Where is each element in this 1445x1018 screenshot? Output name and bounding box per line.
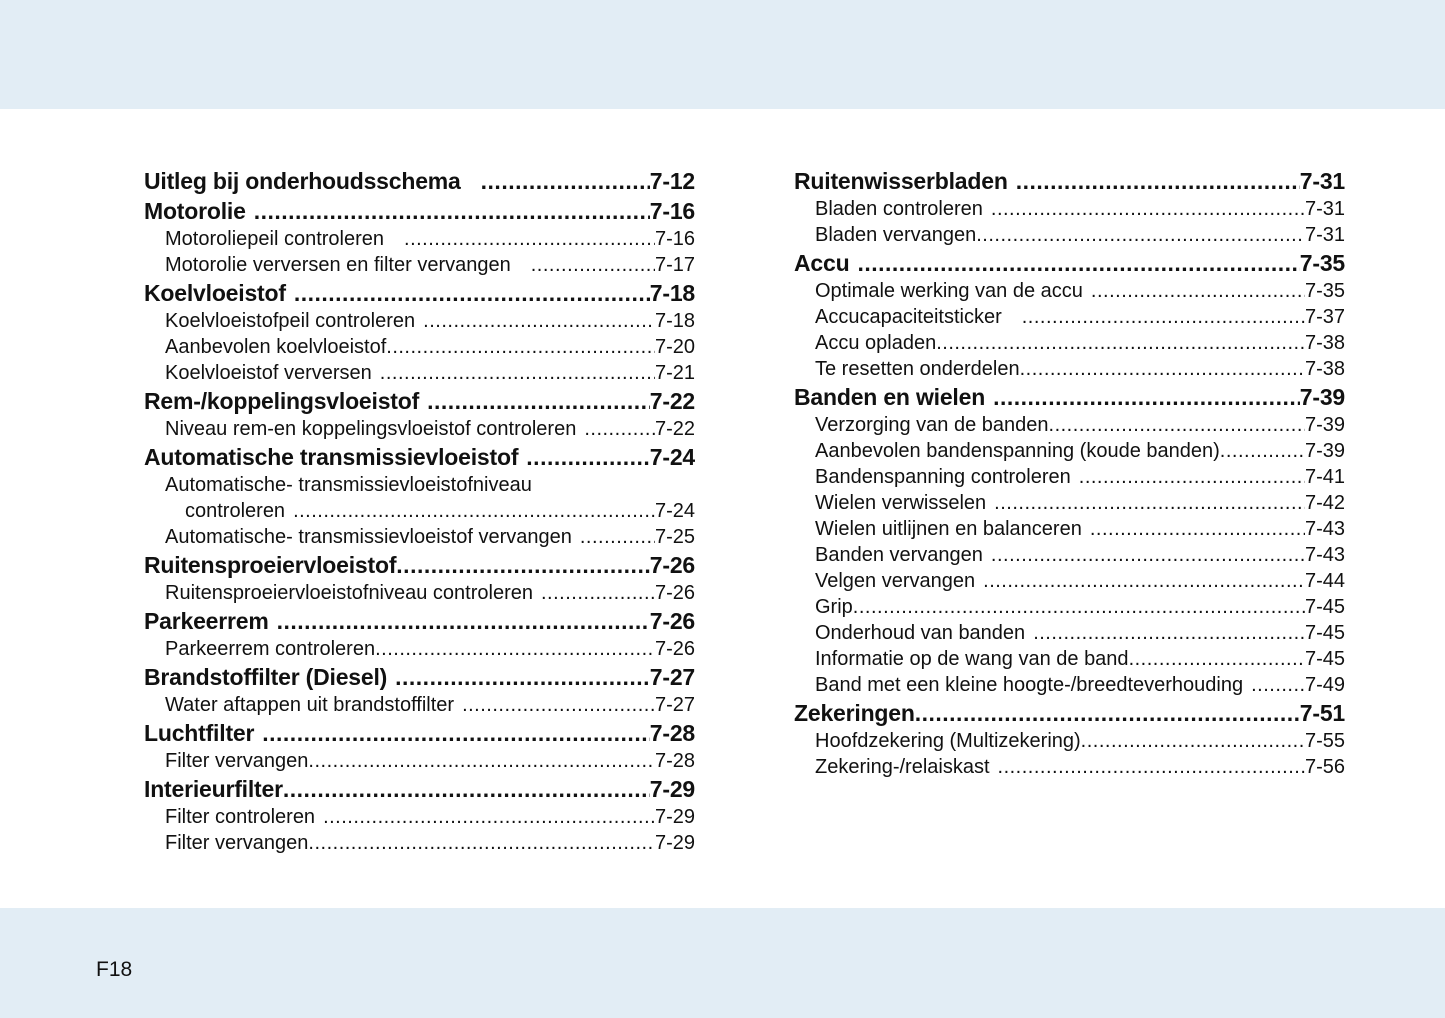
toc-subentry[interactable] <box>794 196 1345 222</box>
dot-leader <box>375 636 655 662</box>
toc-section[interactable] <box>144 278 695 308</box>
toc-subentry[interactable] <box>794 568 1345 594</box>
toc-page-ref: 7-43 <box>1304 544 1345 566</box>
toc-section[interactable] <box>794 698 1345 728</box>
dot-leader <box>1220 438 1305 464</box>
toc-subentry[interactable] <box>144 252 695 278</box>
toc-subentry-title: Ruitensproeiervloeistofniveau controleren <box>165 582 533 604</box>
toc-right-column <box>794 166 1345 780</box>
toc-page-ref: 7-45 <box>1304 596 1345 618</box>
toc-page-ref: 7-39 <box>1299 384 1345 410</box>
dot-leader <box>1090 516 1305 542</box>
toc-subentry[interactable] <box>144 416 695 442</box>
toc-subentry-title: Aanbevolen koelvloeistof <box>165 336 387 358</box>
dot-leader <box>1016 166 1300 196</box>
dot-leader <box>1079 464 1305 490</box>
toc-subentry-title: Te resetten onderdelen <box>815 358 1020 380</box>
toc-subentry-title: Koelvloeistofpeil controleren <box>165 310 416 332</box>
toc-section-title: Ruitensproeiervloeistof <box>144 552 397 578</box>
toc-section[interactable] <box>144 774 695 804</box>
toc-subentry[interactable] <box>144 524 695 550</box>
toc-section[interactable] <box>144 166 695 196</box>
toc-section-title: Accu <box>794 250 850 276</box>
toc-subentry-title: Hoofdzekering (Multizekering) <box>815 730 1081 752</box>
toc-subentry[interactable] <box>794 356 1345 382</box>
page-number: F18 <box>96 958 133 981</box>
dot-leader <box>462 692 655 718</box>
dot-leader <box>1129 646 1305 672</box>
toc-page-ref: 7-26 <box>654 582 695 604</box>
toc-subentry[interactable] <box>794 672 1345 698</box>
toc-page-ref: 7-37 <box>1304 306 1345 328</box>
toc-subentry-title: Wielen uitlijnen en balanceren <box>815 518 1082 540</box>
dot-leader <box>1020 356 1305 382</box>
toc-section-title: Motorolie <box>144 198 246 224</box>
toc-section-title: Zekeringen <box>794 700 915 726</box>
toc-subentry-title: Motoroliepeil controleren <box>165 228 385 250</box>
dot-leader <box>262 718 650 748</box>
toc-subentry[interactable] <box>794 412 1345 438</box>
toc-subentry-title: Onderhoud van banden <box>815 622 1026 644</box>
toc-page-ref: 7-51 <box>1299 700 1345 726</box>
dot-leader <box>983 568 1305 594</box>
toc-section-title: Brandstoffilter (Diesel) <box>144 664 388 690</box>
toc-subentry[interactable] <box>144 636 695 662</box>
toc-subentry-title: Koelvloeistof verversen <box>165 362 372 384</box>
toc-subentry[interactable] <box>794 278 1345 304</box>
toc-page-ref: 7-21 <box>654 362 695 384</box>
toc-page-ref: 7-26 <box>649 608 695 634</box>
toc-page-ref: 7-25 <box>654 526 695 548</box>
toc-subentry[interactable] <box>794 438 1345 464</box>
toc-section[interactable] <box>144 718 695 748</box>
toc-subentry-title: Wielen verwisselen <box>815 492 987 514</box>
toc-subentry[interactable] <box>144 804 695 830</box>
toc-subentry-title: Aanbevolen bandenspanning (koude banden) <box>815 440 1220 462</box>
dot-leader <box>1033 620 1305 646</box>
toc-subentry-title: Parkeerrem controleren <box>165 638 376 660</box>
toc-subentry[interactable] <box>794 728 1345 754</box>
toc-subentry-title: Zekering-/relaiskast <box>815 756 990 778</box>
toc-subentry[interactable] <box>144 498 695 524</box>
dot-leader <box>1022 304 1305 330</box>
toc-subentry-title: Accu opladen <box>815 332 937 354</box>
dot-leader <box>254 196 650 226</box>
toc-page-ref: 7-27 <box>649 664 695 690</box>
toc-subentry-title: Filter vervangen <box>165 750 309 772</box>
toc-subentry[interactable] <box>794 516 1345 542</box>
dot-leader <box>427 386 650 416</box>
dot-leader <box>396 550 649 580</box>
dot-leader <box>323 804 655 830</box>
toc-subentry-title: Velgen vervangen <box>815 570 976 592</box>
toc-section[interactable] <box>794 248 1345 278</box>
toc-subentry[interactable] <box>144 580 695 606</box>
dot-leader <box>423 308 655 334</box>
toc-section[interactable] <box>144 550 695 580</box>
toc-page-ref: 7-18 <box>649 280 695 306</box>
dot-leader <box>386 334 655 360</box>
toc-page-ref: 7-42 <box>1304 492 1345 514</box>
dot-leader <box>308 830 655 856</box>
toc-section[interactable] <box>144 196 695 226</box>
toc-subentry[interactable] <box>144 472 695 498</box>
toc-subentry-title: Band met een kleine hoogte-/breedteverhouding <box>815 674 1244 696</box>
toc-subentry[interactable] <box>794 542 1345 568</box>
dot-leader <box>993 382 1300 412</box>
toc-page-ref: 7-39 <box>1304 414 1345 436</box>
toc-page-ref: 7-26 <box>654 638 695 660</box>
toc-page-ref: 7-31 <box>1304 198 1345 220</box>
toc-subentry[interactable] <box>144 360 695 386</box>
toc-page-ref: 7-31 <box>1304 224 1345 246</box>
toc-subentry[interactable] <box>794 464 1345 490</box>
dot-leader <box>991 196 1305 222</box>
toc-page-ref: 7-38 <box>1304 332 1345 354</box>
dot-leader <box>380 360 655 386</box>
dot-leader <box>1251 672 1305 698</box>
dot-leader <box>580 524 655 550</box>
toc-section-title: Koelvloeistof <box>144 280 286 306</box>
toc-subentry-title: Filter vervangen <box>165 832 309 854</box>
toc-section-title: Rem-/koppelingsvloeistof <box>144 388 420 414</box>
dot-leader <box>404 226 655 252</box>
toc-section-title: Banden en wielen <box>794 384 986 410</box>
toc-subentry-title: Optimale werking van de accu <box>815 280 1083 302</box>
dot-leader <box>526 442 649 472</box>
toc-page-ref: 7-24 <box>654 500 695 522</box>
toc-subentry[interactable] <box>794 490 1345 516</box>
toc-subentry[interactable] <box>144 748 695 774</box>
toc-page-ref: 7-24 <box>649 444 695 470</box>
dot-leader <box>481 166 650 196</box>
toc-section-title: Luchtfilter <box>144 720 255 746</box>
toc-page-ref: 7-41 <box>1304 466 1345 488</box>
dot-leader <box>991 542 1305 568</box>
toc-subentry-title: Bandenspanning controleren <box>815 466 1071 488</box>
toc-subentry-title: Filter controleren <box>165 806 316 828</box>
toc-section-title: Automatische transmissievloeistof <box>144 444 519 470</box>
header-band <box>0 0 1445 109</box>
dot-leader <box>283 774 650 804</box>
dot-leader <box>853 594 1305 620</box>
toc-subentry-title: Motorolie verversen en filter vervangen <box>165 254 511 276</box>
toc-page-ref: 7-38 <box>1304 358 1345 380</box>
toc-page-ref: 7-31 <box>1299 168 1345 194</box>
toc-page-ref: 7-35 <box>1304 280 1345 302</box>
toc-section[interactable] <box>794 382 1345 412</box>
toc-page-ref: 7-18 <box>654 310 695 332</box>
toc-section-title: Ruitenwisserbladen <box>794 168 1008 194</box>
toc-page-ref: 7-44 <box>1304 570 1345 592</box>
toc-page-ref: 7-28 <box>649 720 695 746</box>
toc-section-title: Parkeerrem <box>144 608 269 634</box>
toc-subentry[interactable] <box>144 692 695 718</box>
toc-subentry[interactable] <box>794 620 1345 646</box>
toc-subentry[interactable] <box>794 646 1345 672</box>
dot-leader <box>976 222 1305 248</box>
dot-leader <box>857 248 1299 278</box>
toc-subentry-title: Banden vervangen <box>815 544 983 566</box>
toc-page-ref: 7-39 <box>1304 440 1345 462</box>
toc-page-ref: 7-22 <box>654 418 695 440</box>
toc-subentry[interactable] <box>144 308 695 334</box>
toc-section-title: Interieurfilter <box>144 776 283 802</box>
footer-band <box>0 908 1445 1018</box>
toc-subentry-title: Water aftappen uit brandstoffilter <box>165 694 455 716</box>
dot-leader <box>915 698 1300 728</box>
dot-leader <box>994 490 1305 516</box>
toc-section[interactable] <box>794 166 1345 196</box>
toc-subentry[interactable] <box>144 226 695 252</box>
dot-leader <box>1081 728 1305 754</box>
toc-subentry[interactable] <box>794 304 1345 330</box>
toc-section[interactable] <box>144 606 695 636</box>
toc-section-title: Uitleg bij onderhoudsschema <box>144 168 461 194</box>
toc-page-ref: 7-56 <box>1304 756 1345 778</box>
toc-page-ref: 7-45 <box>1304 622 1345 644</box>
toc-subentry-title: controleren <box>185 500 286 522</box>
dot-leader <box>293 498 655 524</box>
toc-page-ref: 7-55 <box>1304 730 1345 752</box>
toc-subentry-title: Informatie op de wang van de band <box>815 648 1129 670</box>
toc-page-ref: 7-43 <box>1304 518 1345 540</box>
toc-page-ref: 7-29 <box>654 832 695 854</box>
toc-page-ref: 7-29 <box>654 806 695 828</box>
dot-leader <box>277 606 650 636</box>
toc-section[interactable] <box>144 386 695 416</box>
dot-leader <box>531 252 655 278</box>
dot-leader <box>294 278 650 308</box>
toc-subentry[interactable] <box>144 334 695 360</box>
toc-subentry-title: Automatische- transmissievloeistof vervangen <box>165 526 572 548</box>
toc-page-ref: 7-49 <box>1304 674 1345 696</box>
toc-section[interactable] <box>144 662 695 692</box>
dot-leader <box>998 754 1305 780</box>
toc-page-ref: 7-17 <box>654 254 695 276</box>
toc-subentry[interactable] <box>794 754 1345 780</box>
toc-subentry-title: Niveau rem-en koppelingsvloeistof controleren <box>165 418 577 440</box>
dot-leader <box>1049 412 1305 438</box>
toc-subentry-title: Bladen vervangen <box>815 224 977 246</box>
toc-subentry-title: Bladen controleren <box>815 198 983 220</box>
toc-section[interactable] <box>144 442 695 472</box>
toc-subentry-title: Verzorging van de banden <box>815 414 1049 436</box>
toc-page-ref: 7-27 <box>654 694 695 716</box>
toc-page-ref: 7-16 <box>649 198 695 224</box>
toc-page-ref: 7-28 <box>654 750 695 772</box>
toc-page-ref: 7-35 <box>1299 250 1345 276</box>
toc-page-ref: 7-26 <box>649 552 695 578</box>
toc-subentry-title: Accucapaciteitsticker <box>815 306 1002 328</box>
toc-page-ref: 7-16 <box>654 228 695 250</box>
toc-left-column <box>144 166 695 856</box>
toc-page-ref: 7-22 <box>649 388 695 414</box>
toc-subentry[interactable] <box>144 830 695 856</box>
dot-leader <box>1091 278 1305 304</box>
toc-subentry-title: Grip <box>815 596 853 618</box>
toc-page-ref: 7-29 <box>649 776 695 802</box>
toc-page-ref: 7-45 <box>1304 648 1345 670</box>
dot-leader <box>541 580 655 606</box>
toc-subentry-title: Automatische- transmissievloeistofniveau <box>165 474 532 496</box>
toc-subentry[interactable] <box>794 330 1345 356</box>
toc-page-ref: 7-12 <box>649 168 695 194</box>
dot-leader <box>395 662 650 692</box>
toc-subentry[interactable] <box>794 594 1345 620</box>
dot-leader <box>308 748 655 774</box>
dot-leader <box>936 330 1305 356</box>
dot-leader <box>584 416 655 442</box>
toc-subentry[interactable] <box>794 222 1345 248</box>
toc-page-ref: 7-20 <box>654 336 695 358</box>
